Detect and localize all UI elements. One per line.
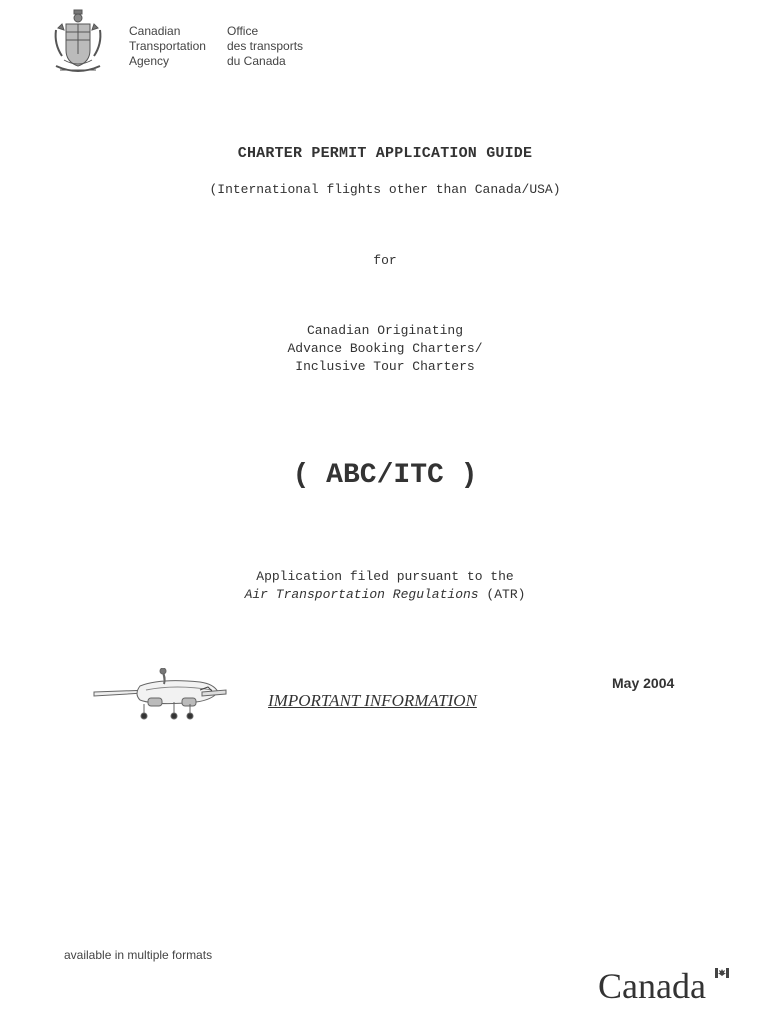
coat-of-arms-icon (50, 6, 106, 78)
document-title: CHARTER PERMIT APPLICATION GUIDE (237, 145, 533, 162)
application-line: Application filed pursuant to the (256, 569, 514, 584)
document-subtitle: (International flights other than Canada/USA) (209, 182, 561, 197)
agency-fr-line-1: Office (227, 24, 259, 38)
charter-line-3: Inclusive Tour Charters (295, 359, 475, 374)
regulations-line (0, 586, 770, 604)
publication-date: May 2004 (612, 675, 675, 691)
airplane-icon (90, 668, 230, 724)
agency-en-line-1: Canadian (129, 24, 181, 38)
agency-en-line-2: Transportation (129, 39, 206, 53)
important-information-heading: IMPORTANT INFORMATION (268, 691, 477, 710)
agency-fr-line-3: du Canada (227, 54, 286, 68)
canada-wordmark-text: Canada (598, 966, 706, 1006)
canada-flag-icon (715, 968, 729, 978)
agency-en-line-3: Agency (129, 54, 170, 68)
formats-note: available in multiple formats (64, 948, 213, 962)
charter-line-1: Canadian Originating (306, 323, 464, 338)
application-statement (0, 568, 770, 604)
for-line: for (373, 253, 397, 268)
agency-name-french (227, 24, 303, 69)
regulations-abbr: (ATR) (478, 587, 526, 602)
charter-line-2: Advance Booking Charters/ (287, 341, 483, 356)
regulations-name: Air Transportation Regulations (244, 587, 479, 602)
agency-name-english (129, 24, 206, 69)
agency-fr-line-2: des transports (227, 39, 304, 53)
charter-types (0, 322, 770, 376)
acronym-heading: ( ABC/ITC ) (292, 460, 478, 491)
canada-wordmark (598, 966, 738, 1006)
